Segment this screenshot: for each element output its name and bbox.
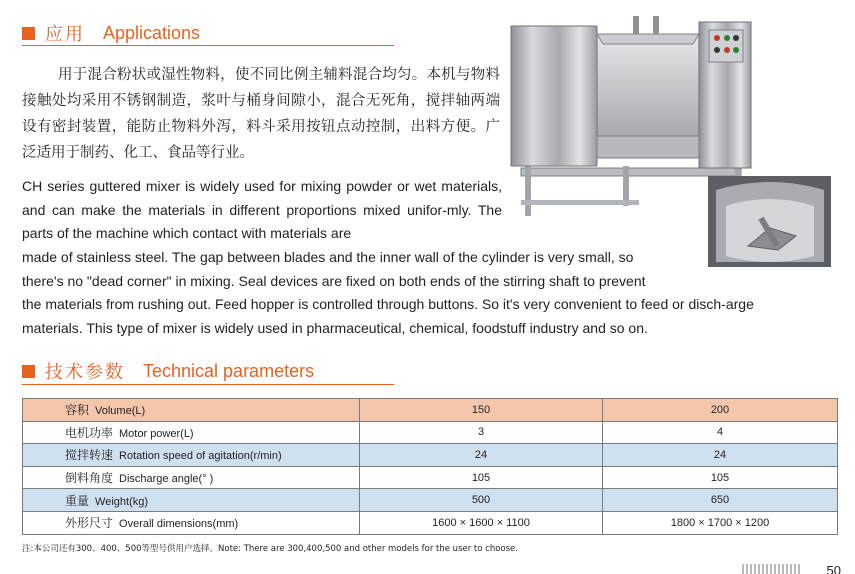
applications-heading-en: Applications [103,22,201,43]
applications-heading-zh: 应用 [45,24,85,45]
value-model-b: 1800 × 1700 × 1200 [603,511,838,534]
heading-square-icon [22,27,35,40]
applications-heading [22,20,200,46]
value-model-b: 4 [603,421,838,444]
param-label [23,489,360,512]
param-label-zh: 外形尺寸 [65,516,114,531]
value-model-b: 24 [603,444,838,467]
value-model-a: 500 [360,489,603,512]
value-model-b: 650 [603,489,838,512]
param-label [23,466,360,489]
param-label [23,444,360,467]
table-row [23,421,838,444]
param-label-en: Weight(kg) [95,495,148,508]
technical-heading-zh: 技术参数 [45,362,125,383]
param-label-en: Volume(L) [95,405,146,418]
param-label-zh: 搅拌转速 [65,448,114,463]
param-label [23,399,360,422]
param-label-zh: 电机功率 [65,425,114,440]
table-row [23,466,838,489]
technical-heading [22,358,314,384]
param-label-zh: 重量 [65,493,90,508]
description-en-line: materials. This type of mixer is widely used in pharmaceutical, chemical, foodstuff industry and so on. [22,320,648,337]
param-label-en: Overall dimensions(mm) [119,518,239,531]
description-en-line: the materials from rushing out. Feed hopper is controlled through buttons. So it's very convenient to feed or disch-arge [22,296,754,313]
value-model-a: 24 [360,444,603,467]
description-zh: 用于混合粉状或湿性物料，使不同比例主辅料混合均匀。本机与物料接触处均采用不锈钢制造，浆叶与桶身间隙小，混合无死角，搅拌轴两端设有密封装置，能防止物料外泻，料斗采用按钮点动控制，出料方便。广泛适用于制药、化工、食品等行业。 [22,67,500,161]
param-label-en: Motor power(L) [119,427,194,440]
table-row [23,399,838,422]
footnote: 注:本公司还有300、400、500等型号供用户选择。Note: There are 300,400,500 and other models for the user to choose. [22,544,518,554]
param-label-zh: 倒料角度 [65,471,114,486]
page-decoration [742,564,800,574]
heading-divider [22,45,394,46]
description-en-part1: CH series guttered mixer is widely used for mixing powder or wet materials, and can make the materials in different proportions mixed unifor-mly. The parts of the machine which contact with materials are [22,178,502,242]
table-row [23,444,838,467]
value-model-b: 105 [603,466,838,489]
param-label-en: Rotation speed of agitation(r/min) [119,450,282,463]
mixer-interior-image [708,176,831,267]
technical-heading-en: Technical parameters [143,360,315,381]
value-model-b: 200 [603,399,838,422]
param-label-en: Discharge angle(° ) [119,473,214,486]
param-label [23,511,360,534]
table-row [23,511,838,534]
spec-table [22,398,838,535]
value-model-a: 3 [360,421,603,444]
heading-square-icon [22,365,35,378]
table-row [23,489,838,512]
value-model-a: 1600 × 1600 × 1100 [360,511,603,534]
heading-divider [22,384,394,385]
param-label-zh: 容积 [65,403,90,418]
description-en-line: there's no "dead corner" in mixing. Seal devices are fixed on both ends of the stirring shaft to prevent [22,272,646,289]
value-model-a: 105 [360,466,603,489]
param-label [23,421,360,444]
description-en-line: made of stainless steel. The gap between blades and the inner wall of the cylinder is very small, so [22,249,634,265]
page-number: 50 [826,563,841,574]
value-model-a: 150 [360,399,603,422]
